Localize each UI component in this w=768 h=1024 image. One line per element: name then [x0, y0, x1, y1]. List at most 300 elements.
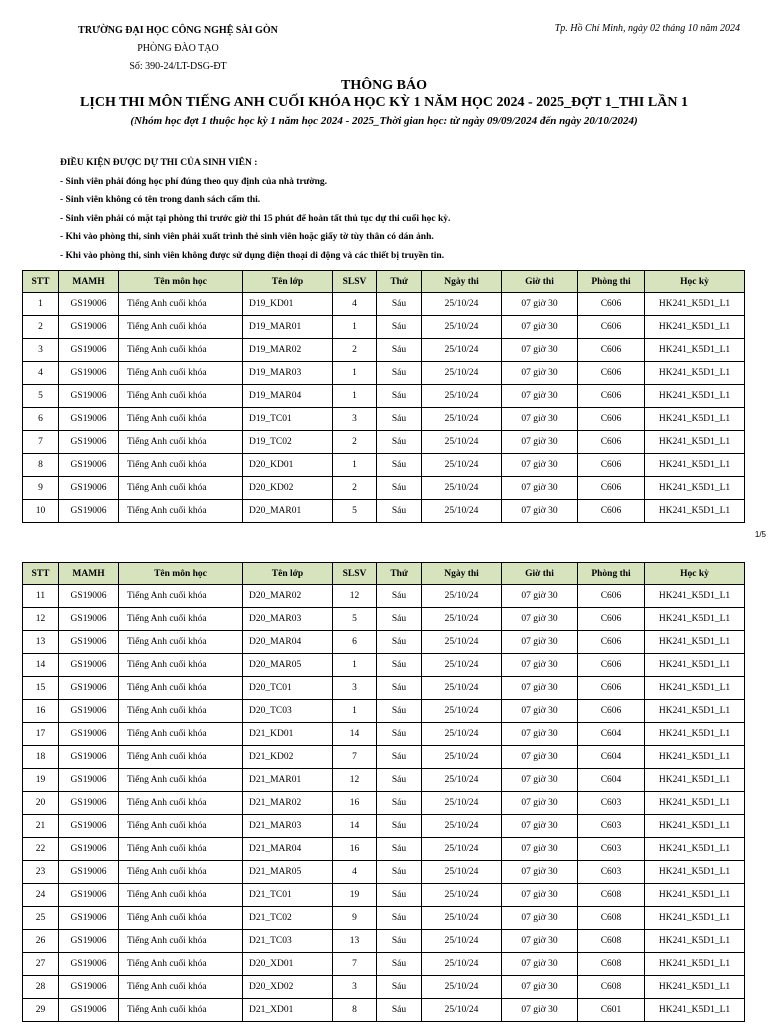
- header-exam-time: Giờ thi: [502, 271, 578, 293]
- cell-exam-date: 25/10/24: [422, 631, 502, 654]
- cell-subject: Tiếng Anh cuối khóa: [119, 792, 243, 815]
- cell-exam-room: C606: [578, 585, 645, 608]
- cell-stt: 16: [23, 700, 59, 723]
- cell-exam-time: 07 giờ 30: [502, 815, 578, 838]
- cell-mamh: GS19006: [59, 362, 119, 385]
- cell-subject: Tiếng Anh cuối khóa: [119, 884, 243, 907]
- cell-semester: HK241_K5D1_L1: [645, 907, 745, 930]
- cell-exam-date: 25/10/24: [422, 293, 502, 316]
- cell-class: D21_XD01: [243, 999, 333, 1022]
- cell-exam-time: 07 giờ 30: [502, 884, 578, 907]
- condition-item: - Sinh viên không có tên trong danh sách cấm thi.: [60, 195, 261, 206]
- cell-stt: 22: [23, 838, 59, 861]
- cell-mamh: GS19006: [59, 585, 119, 608]
- cell-weekday: Sáu: [377, 769, 422, 792]
- cell-class: D19_TC02: [243, 431, 333, 454]
- cell-exam-room: C603: [578, 838, 645, 861]
- cell-weekday: Sáu: [377, 454, 422, 477]
- cell-exam-room: C606: [578, 454, 645, 477]
- header-stt: STT: [23, 563, 59, 585]
- cell-exam-date: 25/10/24: [422, 976, 502, 999]
- table-row: [23, 385, 745, 408]
- cell-weekday: Sáu: [377, 907, 422, 930]
- cell-exam-date: 25/10/24: [422, 431, 502, 454]
- cell-exam-room: C606: [578, 700, 645, 723]
- cell-exam-room: C608: [578, 884, 645, 907]
- cell-class: D19_KD01: [243, 293, 333, 316]
- cell-subject: Tiếng Anh cuối khóa: [119, 339, 243, 362]
- header-semester: Học kỳ: [645, 563, 745, 585]
- cell-semester: HK241_K5D1_L1: [645, 930, 745, 953]
- cell-exam-date: 25/10/24: [422, 477, 502, 500]
- cell-semester: HK241_K5D1_L1: [645, 884, 745, 907]
- cell-exam-date: 25/10/24: [422, 500, 502, 523]
- cell-stt: 7: [23, 431, 59, 454]
- cell-exam-time: 07 giờ 30: [502, 999, 578, 1022]
- cell-exam-room: C603: [578, 861, 645, 884]
- cell-stt: 12: [23, 608, 59, 631]
- cell-subject: Tiếng Anh cuối khóa: [119, 907, 243, 930]
- table-row: [23, 884, 745, 907]
- cell-subject: Tiếng Anh cuối khóa: [119, 930, 243, 953]
- header-class: Tên lớp: [243, 271, 333, 293]
- cell-exam-date: 25/10/24: [422, 385, 502, 408]
- cell-exam-time: 07 giờ 30: [502, 608, 578, 631]
- cell-semester: HK241_K5D1_L1: [645, 769, 745, 792]
- cell-mamh: GS19006: [59, 884, 119, 907]
- cell-stt: 10: [23, 500, 59, 523]
- cell-mamh: GS19006: [59, 815, 119, 838]
- cell-semester: HK241_K5D1_L1: [645, 585, 745, 608]
- cell-slsv: 12: [333, 585, 377, 608]
- cell-mamh: GS19006: [59, 293, 119, 316]
- cell-slsv: 14: [333, 723, 377, 746]
- cell-semester: HK241_K5D1_L1: [645, 815, 745, 838]
- table-row: [23, 654, 745, 677]
- cell-slsv: 16: [333, 838, 377, 861]
- cell-exam-date: 25/10/24: [422, 608, 502, 631]
- table-row: [23, 431, 745, 454]
- cell-exam-date: 25/10/24: [422, 930, 502, 953]
- cell-slsv: 9: [333, 907, 377, 930]
- cell-stt: 23: [23, 861, 59, 884]
- cell-class: D21_KD01: [243, 723, 333, 746]
- cell-weekday: Sáu: [377, 500, 422, 523]
- cell-exam-date: 25/10/24: [422, 907, 502, 930]
- condition-item: - Khi vào phòng thi, sinh viên không được sử dụng điện thoại di động và các thiết bị truyền tin.: [60, 250, 445, 261]
- cell-slsv: 19: [333, 884, 377, 907]
- cell-class: D20_KD02: [243, 477, 333, 500]
- cell-stt: 9: [23, 477, 59, 500]
- table-row: [23, 976, 745, 999]
- cell-subject: Tiếng Anh cuối khóa: [119, 815, 243, 838]
- cell-semester: HK241_K5D1_L1: [645, 477, 745, 500]
- cell-stt: 27: [23, 953, 59, 976]
- cell-mamh: GS19006: [59, 999, 119, 1022]
- cell-exam-room: C606: [578, 339, 645, 362]
- header-slsv: SLSV: [333, 271, 377, 293]
- cell-class: D21_TC02: [243, 907, 333, 930]
- cell-exam-time: 07 giờ 30: [502, 930, 578, 953]
- cell-slsv: 14: [333, 815, 377, 838]
- cell-exam-date: 25/10/24: [422, 999, 502, 1022]
- cell-class: D21_KD02: [243, 746, 333, 769]
- cell-semester: HK241_K5D1_L1: [645, 631, 745, 654]
- cell-exam-room: C603: [578, 815, 645, 838]
- cell-exam-date: 25/10/24: [422, 408, 502, 431]
- notice-title: THÔNG BÁO: [341, 78, 427, 93]
- cell-semester: HK241_K5D1_L1: [645, 792, 745, 815]
- cell-class: D21_MAR01: [243, 769, 333, 792]
- cell-subject: Tiếng Anh cuối khóa: [119, 408, 243, 431]
- cell-exam-time: 07 giờ 30: [502, 631, 578, 654]
- cell-subject: Tiếng Anh cuối khóa: [119, 654, 243, 677]
- conditions-list: [60, 173, 740, 266]
- cell-weekday: Sáu: [377, 976, 422, 999]
- cell-exam-time: 07 giờ 30: [502, 677, 578, 700]
- cell-stt: 19: [23, 769, 59, 792]
- cell-exam-room: C608: [578, 976, 645, 999]
- header-weekday: Thứ: [377, 271, 422, 293]
- cell-exam-date: 25/10/24: [422, 815, 502, 838]
- cell-exam-time: 07 giờ 30: [502, 792, 578, 815]
- table-row: [23, 953, 745, 976]
- conditions-heading: ĐIỀU KIỆN ĐƯỢC DỰ THI CỦA SINH VIÊN :: [60, 158, 258, 168]
- cell-slsv: 1: [333, 385, 377, 408]
- cell-exam-time: 07 giờ 30: [502, 976, 578, 999]
- cell-mamh: GS19006: [59, 500, 119, 523]
- cell-exam-date: 25/10/24: [422, 723, 502, 746]
- cell-weekday: Sáu: [377, 930, 422, 953]
- cell-exam-time: 07 giờ 30: [502, 953, 578, 976]
- cell-slsv: 2: [333, 339, 377, 362]
- cell-semester: HK241_K5D1_L1: [645, 408, 745, 431]
- cell-exam-time: 07 giờ 30: [502, 723, 578, 746]
- header-exam-room: Phòng thi: [578, 563, 645, 585]
- cell-stt: 29: [23, 999, 59, 1022]
- cell-exam-time: 07 giờ 30: [502, 431, 578, 454]
- cell-exam-room: C608: [578, 930, 645, 953]
- cell-exam-room: C604: [578, 746, 645, 769]
- cell-exam-date: 25/10/24: [422, 838, 502, 861]
- cell-slsv: 7: [333, 746, 377, 769]
- cell-semester: HK241_K5D1_L1: [645, 723, 745, 746]
- cell-exam-room: C608: [578, 953, 645, 976]
- cell-semester: HK241_K5D1_L1: [645, 608, 745, 631]
- cell-exam-room: C606: [578, 408, 645, 431]
- cell-semester: HK241_K5D1_L1: [645, 654, 745, 677]
- cell-subject: Tiếng Anh cuối khóa: [119, 723, 243, 746]
- table-row: [23, 746, 745, 769]
- cell-stt: 11: [23, 585, 59, 608]
- cell-stt: 8: [23, 454, 59, 477]
- header-weekday: Thứ: [377, 563, 422, 585]
- cell-subject: Tiếng Anh cuối khóa: [119, 362, 243, 385]
- cell-semester: HK241_K5D1_L1: [645, 362, 745, 385]
- cell-class: D20_XD02: [243, 976, 333, 999]
- cell-exam-time: 07 giờ 30: [502, 316, 578, 339]
- cell-exam-date: 25/10/24: [422, 362, 502, 385]
- table-row: [23, 316, 745, 339]
- cell-weekday: Sáu: [377, 861, 422, 884]
- cell-mamh: GS19006: [59, 976, 119, 999]
- cell-exam-date: 25/10/24: [422, 953, 502, 976]
- condition-item: - Sinh viên phải đóng học phí đúng theo quy định của nhà trường.: [60, 176, 328, 187]
- table-header-row: [23, 563, 745, 585]
- cell-stt: 2: [23, 316, 59, 339]
- cell-exam-room: C606: [578, 431, 645, 454]
- cell-weekday: Sáu: [377, 746, 422, 769]
- cell-weekday: Sáu: [377, 362, 422, 385]
- cell-subject: Tiếng Anh cuối khóa: [119, 838, 243, 861]
- cell-slsv: 1: [333, 700, 377, 723]
- cell-exam-room: C606: [578, 293, 645, 316]
- cell-class: D20_XD01: [243, 953, 333, 976]
- cell-class: D20_MAR05: [243, 654, 333, 677]
- cell-mamh: GS19006: [59, 723, 119, 746]
- cell-slsv: 1: [333, 654, 377, 677]
- cell-subject: Tiếng Anh cuối khóa: [119, 585, 243, 608]
- cell-subject: Tiếng Anh cuối khóa: [119, 431, 243, 454]
- cell-class: D19_MAR03: [243, 362, 333, 385]
- cell-weekday: Sáu: [377, 316, 422, 339]
- cell-exam-room: C606: [578, 385, 645, 408]
- cell-slsv: 1: [333, 362, 377, 385]
- cell-slsv: 5: [333, 500, 377, 523]
- cell-subject: Tiếng Anh cuối khóa: [119, 953, 243, 976]
- cell-exam-time: 07 giờ 30: [502, 654, 578, 677]
- cell-stt: 1: [23, 293, 59, 316]
- cell-semester: HK241_K5D1_L1: [645, 293, 745, 316]
- schedule-title: LỊCH THI MÔN TIẾNG ANH CUỐI KHÓA HỌC KỲ 1 NĂM HỌC 2024 - 2025_ĐỢT 1_THI LẦN 1: [80, 95, 688, 110]
- cell-exam-room: C601: [578, 999, 645, 1022]
- cell-slsv: 4: [333, 861, 377, 884]
- cell-exam-date: 25/10/24: [422, 746, 502, 769]
- cell-class: D20_MAR04: [243, 631, 333, 654]
- cell-subject: Tiếng Anh cuối khóa: [119, 385, 243, 408]
- cell-exam-room: C606: [578, 362, 645, 385]
- cell-exam-time: 07 giờ 30: [502, 861, 578, 884]
- cell-stt: 26: [23, 930, 59, 953]
- table-row: [23, 838, 745, 861]
- cell-weekday: Sáu: [377, 838, 422, 861]
- table-row: [23, 769, 745, 792]
- cell-semester: HK241_K5D1_L1: [645, 500, 745, 523]
- table-row: [23, 408, 745, 431]
- cell-exam-room: C606: [578, 608, 645, 631]
- cell-slsv: 3: [333, 677, 377, 700]
- table-row: [23, 631, 745, 654]
- cell-slsv: 7: [333, 953, 377, 976]
- cell-semester: HK241_K5D1_L1: [645, 385, 745, 408]
- cell-semester: HK241_K5D1_L1: [645, 861, 745, 884]
- table-row: [23, 477, 745, 500]
- condition-item: - Khi vào phòng thi, sinh viên phải xuất trình thẻ sinh viên hoặc giấy tờ tùy thân có dán ảnh.: [60, 232, 434, 243]
- cell-weekday: Sáu: [377, 631, 422, 654]
- cell-weekday: Sáu: [377, 385, 422, 408]
- cell-subject: Tiếng Anh cuối khóa: [119, 477, 243, 500]
- cell-weekday: Sáu: [377, 408, 422, 431]
- cell-slsv: 1: [333, 454, 377, 477]
- table-row: [23, 585, 745, 608]
- cell-semester: HK241_K5D1_L1: [645, 454, 745, 477]
- header-class: Tên lớp: [243, 563, 333, 585]
- cell-stt: 5: [23, 385, 59, 408]
- cell-mamh: GS19006: [59, 677, 119, 700]
- table-row: [23, 907, 745, 930]
- cell-class: D20_MAR01: [243, 500, 333, 523]
- cell-class: D21_MAR02: [243, 792, 333, 815]
- cell-exam-date: 25/10/24: [422, 316, 502, 339]
- cell-subject: Tiếng Anh cuối khóa: [119, 976, 243, 999]
- cell-subject: Tiếng Anh cuối khóa: [119, 500, 243, 523]
- date-line: Tp. Hồ Chí Minh, ngày 02 tháng 10 năm 2024: [554, 23, 740, 34]
- cell-class: D20_TC01: [243, 677, 333, 700]
- cell-mamh: GS19006: [59, 861, 119, 884]
- table-row: [23, 454, 745, 477]
- cell-exam-date: 25/10/24: [422, 654, 502, 677]
- table-row: [23, 999, 745, 1022]
- cell-weekday: Sáu: [377, 431, 422, 454]
- cell-semester: HK241_K5D1_L1: [645, 316, 745, 339]
- cell-mamh: GS19006: [59, 700, 119, 723]
- table-row: [23, 861, 745, 884]
- cell-exam-date: 25/10/24: [422, 454, 502, 477]
- cell-exam-room: C606: [578, 677, 645, 700]
- cell-semester: HK241_K5D1_L1: [645, 838, 745, 861]
- exam-schedule-table-page-2: [22, 562, 745, 1022]
- cell-exam-time: 07 giờ 30: [502, 700, 578, 723]
- cell-semester: HK241_K5D1_L1: [645, 339, 745, 362]
- cell-semester: HK241_K5D1_L1: [645, 700, 745, 723]
- cell-weekday: Sáu: [377, 723, 422, 746]
- cell-subject: Tiếng Anh cuối khóa: [119, 746, 243, 769]
- exam-conditions: [60, 154, 740, 266]
- cell-class: D21_MAR04: [243, 838, 333, 861]
- cell-exam-date: 25/10/24: [422, 769, 502, 792]
- cell-exam-room: C606: [578, 631, 645, 654]
- table-header-row: [23, 271, 745, 293]
- cell-semester: HK241_K5D1_L1: [645, 431, 745, 454]
- cell-weekday: Sáu: [377, 293, 422, 316]
- cell-stt: 14: [23, 654, 59, 677]
- cell-weekday: Sáu: [377, 677, 422, 700]
- cell-subject: Tiếng Anh cuối khóa: [119, 700, 243, 723]
- cell-stt: 25: [23, 907, 59, 930]
- cell-exam-time: 07 giờ 30: [502, 477, 578, 500]
- header-stt: STT: [23, 271, 59, 293]
- cell-slsv: 1: [333, 316, 377, 339]
- cell-exam-date: 25/10/24: [422, 884, 502, 907]
- cell-class: D21_TC03: [243, 930, 333, 953]
- cell-class: D19_MAR02: [243, 339, 333, 362]
- cell-mamh: GS19006: [59, 454, 119, 477]
- cell-class: D20_TC03: [243, 700, 333, 723]
- cell-mamh: GS19006: [59, 953, 119, 976]
- cell-exam-room: C608: [578, 907, 645, 930]
- cell-subject: Tiếng Anh cuối khóa: [119, 769, 243, 792]
- header-exam-time: Giờ thi: [502, 563, 578, 585]
- cell-exam-date: 25/10/24: [422, 861, 502, 884]
- cell-class: D21_MAR03: [243, 815, 333, 838]
- cell-semester: HK241_K5D1_L1: [645, 999, 745, 1022]
- header-slsv: SLSV: [333, 563, 377, 585]
- cell-weekday: Sáu: [377, 477, 422, 500]
- schedule-subtitle: (Nhóm học đợt 1 thuộc học kỳ 1 năm học 2024 - 2025_Thời gian học: từ ngày 09/09/2024 đến ngày 20/10/2024): [130, 115, 638, 127]
- document-number: Số: 390-24/LT-DSG-ĐT: [129, 61, 227, 72]
- cell-exam-time: 07 giờ 30: [502, 585, 578, 608]
- cell-stt: 6: [23, 408, 59, 431]
- table-row: [23, 339, 745, 362]
- title-block: [0, 78, 768, 130]
- cell-subject: Tiếng Anh cuối khóa: [119, 677, 243, 700]
- cell-weekday: Sáu: [377, 884, 422, 907]
- page-number: 1/5: [754, 530, 766, 539]
- cell-semester: HK241_K5D1_L1: [645, 953, 745, 976]
- cell-weekday: Sáu: [377, 654, 422, 677]
- cell-exam-time: 07 giờ 30: [502, 838, 578, 861]
- header-exam-date: Ngày thi: [422, 563, 502, 585]
- condition-item: - Sinh viên phải có mặt tại phòng thi trước giờ thi 15 phút để hoàn tất thủ tục dự thi cuối học kỳ.: [60, 213, 451, 224]
- cell-class: D20_MAR03: [243, 608, 333, 631]
- cell-mamh: GS19006: [59, 792, 119, 815]
- department-name: PHÒNG ĐÀO TẠO: [137, 43, 219, 54]
- cell-exam-date: 25/10/24: [422, 585, 502, 608]
- table-row: [23, 293, 745, 316]
- cell-exam-date: 25/10/24: [422, 700, 502, 723]
- cell-exam-room: C606: [578, 654, 645, 677]
- cell-mamh: GS19006: [59, 654, 119, 677]
- cell-exam-room: C606: [578, 316, 645, 339]
- header-mamh: MAMH: [59, 271, 119, 293]
- header-left: [60, 22, 296, 76]
- cell-stt: 24: [23, 884, 59, 907]
- cell-weekday: Sáu: [377, 608, 422, 631]
- cell-class: D21_MAR05: [243, 861, 333, 884]
- table-row: [23, 362, 745, 385]
- cell-exam-date: 25/10/24: [422, 339, 502, 362]
- cell-subject: Tiếng Anh cuối khóa: [119, 293, 243, 316]
- cell-mamh: GS19006: [59, 769, 119, 792]
- table-row: [23, 792, 745, 815]
- cell-stt: 21: [23, 815, 59, 838]
- cell-semester: HK241_K5D1_L1: [645, 746, 745, 769]
- cell-exam-time: 07 giờ 30: [502, 408, 578, 431]
- cell-class: D19_MAR04: [243, 385, 333, 408]
- cell-exam-room: C604: [578, 769, 645, 792]
- cell-slsv: 6: [333, 631, 377, 654]
- cell-mamh: GS19006: [59, 339, 119, 362]
- cell-class: D19_TC01: [243, 408, 333, 431]
- cell-mamh: GS19006: [59, 930, 119, 953]
- table-row: [23, 930, 745, 953]
- cell-weekday: Sáu: [377, 700, 422, 723]
- exam-schedule-table-page-1: [22, 270, 745, 523]
- university-name: TRƯỜNG ĐẠI HỌC CÔNG NGHỆ SÀI GÒN: [78, 25, 278, 36]
- cell-exam-time: 07 giờ 30: [502, 454, 578, 477]
- cell-stt: 28: [23, 976, 59, 999]
- cell-slsv: 13: [333, 930, 377, 953]
- table-row: [23, 677, 745, 700]
- cell-semester: HK241_K5D1_L1: [645, 677, 745, 700]
- cell-exam-time: 07 giờ 30: [502, 500, 578, 523]
- cell-weekday: Sáu: [377, 585, 422, 608]
- cell-class: D20_MAR02: [243, 585, 333, 608]
- cell-subject: Tiếng Anh cuối khóa: [119, 999, 243, 1022]
- cell-exam-time: 07 giờ 30: [502, 746, 578, 769]
- cell-weekday: Sáu: [377, 999, 422, 1022]
- cell-exam-date: 25/10/24: [422, 677, 502, 700]
